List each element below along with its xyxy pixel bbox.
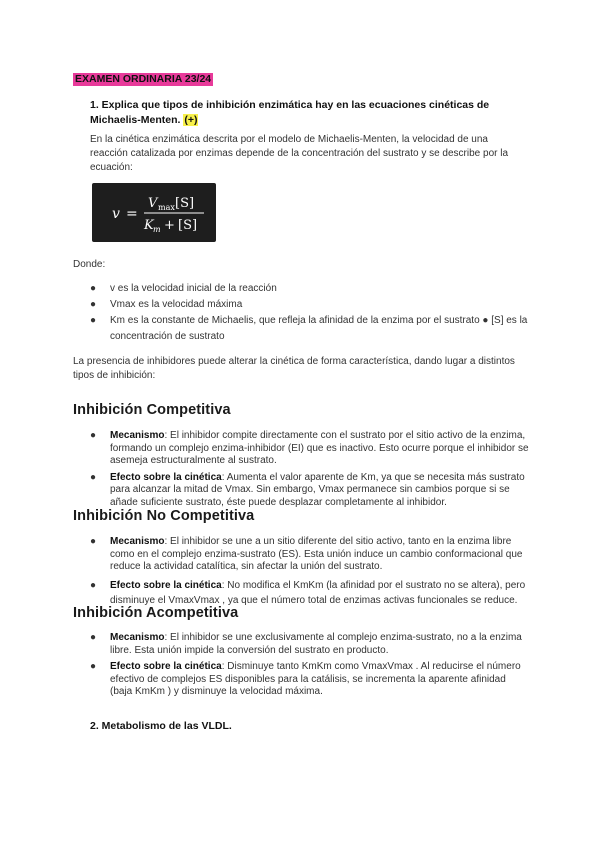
list-item bbox=[90, 281, 530, 297]
formula-s-denominator: [S] bbox=[178, 218, 198, 233]
list-item bbox=[90, 536, 530, 574]
bullet-icon: ● bbox=[90, 471, 97, 483]
item-label: Mecanismo bbox=[110, 632, 165, 643]
formula-plus: + bbox=[164, 218, 175, 233]
section-list-acompetitiva bbox=[90, 632, 530, 699]
section-title-no-competitiva: Inhibición No Competitiva bbox=[73, 508, 255, 524]
item-text: : Disminuye tanto KmKm como VmaxVmax . Al reducirse el número efectivo de complejos ES disponibles para la catálisis, se incrementa la aparente afinidad (baja KmKm ) y disminuye la velocidad máxima. bbox=[110, 661, 521, 697]
definitions-list bbox=[90, 281, 530, 345]
donde-label: Donde: bbox=[73, 259, 106, 270]
formula-km-sub: m bbox=[153, 225, 161, 234]
item-text: : Aumenta el valor aparente de Km, ya que se necesita más sustrato para alcanzar la mitad de Vmax. Sin embargo, Vmax permanece sin cambios porque si se añade suficiente sustrato, éste puede desplazar completamente al inhibidor. bbox=[110, 471, 525, 508]
list-item bbox=[90, 661, 530, 699]
section-title-acompetitiva: Inhibición Acompetitiva bbox=[73, 605, 239, 621]
bullet-icon: ● bbox=[90, 579, 97, 591]
item-text: : El inhibidor se une exclusivamente al complejo enzima-sustrato, no a la enzima libre. Esta unión impide la conversión del sustrato en producto. bbox=[110, 632, 522, 656]
item-label: Efecto sobre la cinética bbox=[110, 579, 222, 591]
bullet-icon: ● bbox=[90, 661, 97, 672]
definition-text: v es la velocidad inicial de la reacción bbox=[110, 283, 277, 294]
question-1-title bbox=[90, 98, 530, 128]
formula-s-numerator: [S] bbox=[175, 196, 195, 211]
presence-paragraph: La presencia de inhibidores puede alterar la cinética de forma característica, dando lugar a distintos tipos de inhibición: bbox=[73, 356, 515, 381]
item-text: : El inhibidor compite directamente con el sustrato por el sitio activo de la enzima, formando un complejo enzima-inhibidor (EI) que es inactivo. Esto ocurre porque el inhibidor se asemeja estructuralmente al sustrato. bbox=[110, 430, 529, 466]
list-item bbox=[90, 297, 530, 313]
item-label: Efecto sobre la cinética bbox=[110, 471, 222, 483]
bullet-icon: ● bbox=[90, 536, 97, 547]
bullet-icon: ● bbox=[90, 315, 97, 326]
formula-equals: = bbox=[126, 206, 138, 222]
question-2-title: 2. Metabolismo de las VLDL. bbox=[90, 720, 232, 732]
bullet-icon: ● bbox=[90, 299, 97, 310]
bullet-icon: ● bbox=[90, 283, 97, 294]
list-item bbox=[90, 472, 530, 510]
plus-highlight: (+) bbox=[184, 114, 198, 126]
section-list-no-competitiva bbox=[90, 536, 530, 608]
item-label: Mecanismo bbox=[110, 430, 165, 441]
list-item bbox=[90, 430, 530, 468]
definition-text: Vmax es la velocidad máxima bbox=[110, 299, 243, 310]
list-item bbox=[90, 632, 530, 657]
formula-vmax-sub: max bbox=[158, 203, 175, 212]
formula-km: K bbox=[144, 218, 154, 233]
bullet-icon: ● bbox=[90, 632, 97, 643]
question-1-text: 1. Explica que tipos de inhibición enzimática hay en las ecuaciones cinéticas de Michaelis-Menten. bbox=[90, 99, 490, 126]
item-text: : No modifica el KmKm (la afinidad por el sustrato no se altera), pero disminuye el VmaxVmax , ya que el número total de enzimas activas funcionales se reduce. bbox=[110, 579, 526, 606]
bullet-icon: ● bbox=[90, 430, 97, 441]
item-label: Mecanismo bbox=[110, 536, 165, 547]
michaelis-menten-equation bbox=[92, 183, 216, 242]
exam-title: EXAMEN ORDINARIA 23/24 bbox=[75, 73, 212, 85]
intro-paragraph: En la cinética enzimática descrita por el modelo de Michaelis-Menten, la velocidad de una reacción catalizada por enzimas depende de la concentración del sustrato y se describe por la ecuación: bbox=[90, 134, 509, 173]
section-title-competitiva: Inhibición Competitiva bbox=[73, 402, 231, 418]
formula-v: v bbox=[112, 206, 120, 222]
list-item bbox=[90, 313, 530, 345]
definition-text: Km es la constante de Michaelis, que refleja la afinidad de la enzima por el sustrato ● [S] es la concentración de sustrato bbox=[110, 315, 528, 342]
formula-vmax: V bbox=[148, 196, 158, 211]
section-list-competitiva bbox=[90, 430, 530, 509]
item-label: Efecto sobre la cinética bbox=[110, 661, 222, 672]
item-text: : El inhibidor se une a un sitio diferente del sitio activo, tanto en la enzima libre como en el complejo enzima-sustrato (ES). Esta unión induce un cambio conformacional que reduce la actividad catalítica, sin afectar la unión del sustrato. bbox=[110, 536, 523, 572]
list-item bbox=[90, 578, 530, 608]
